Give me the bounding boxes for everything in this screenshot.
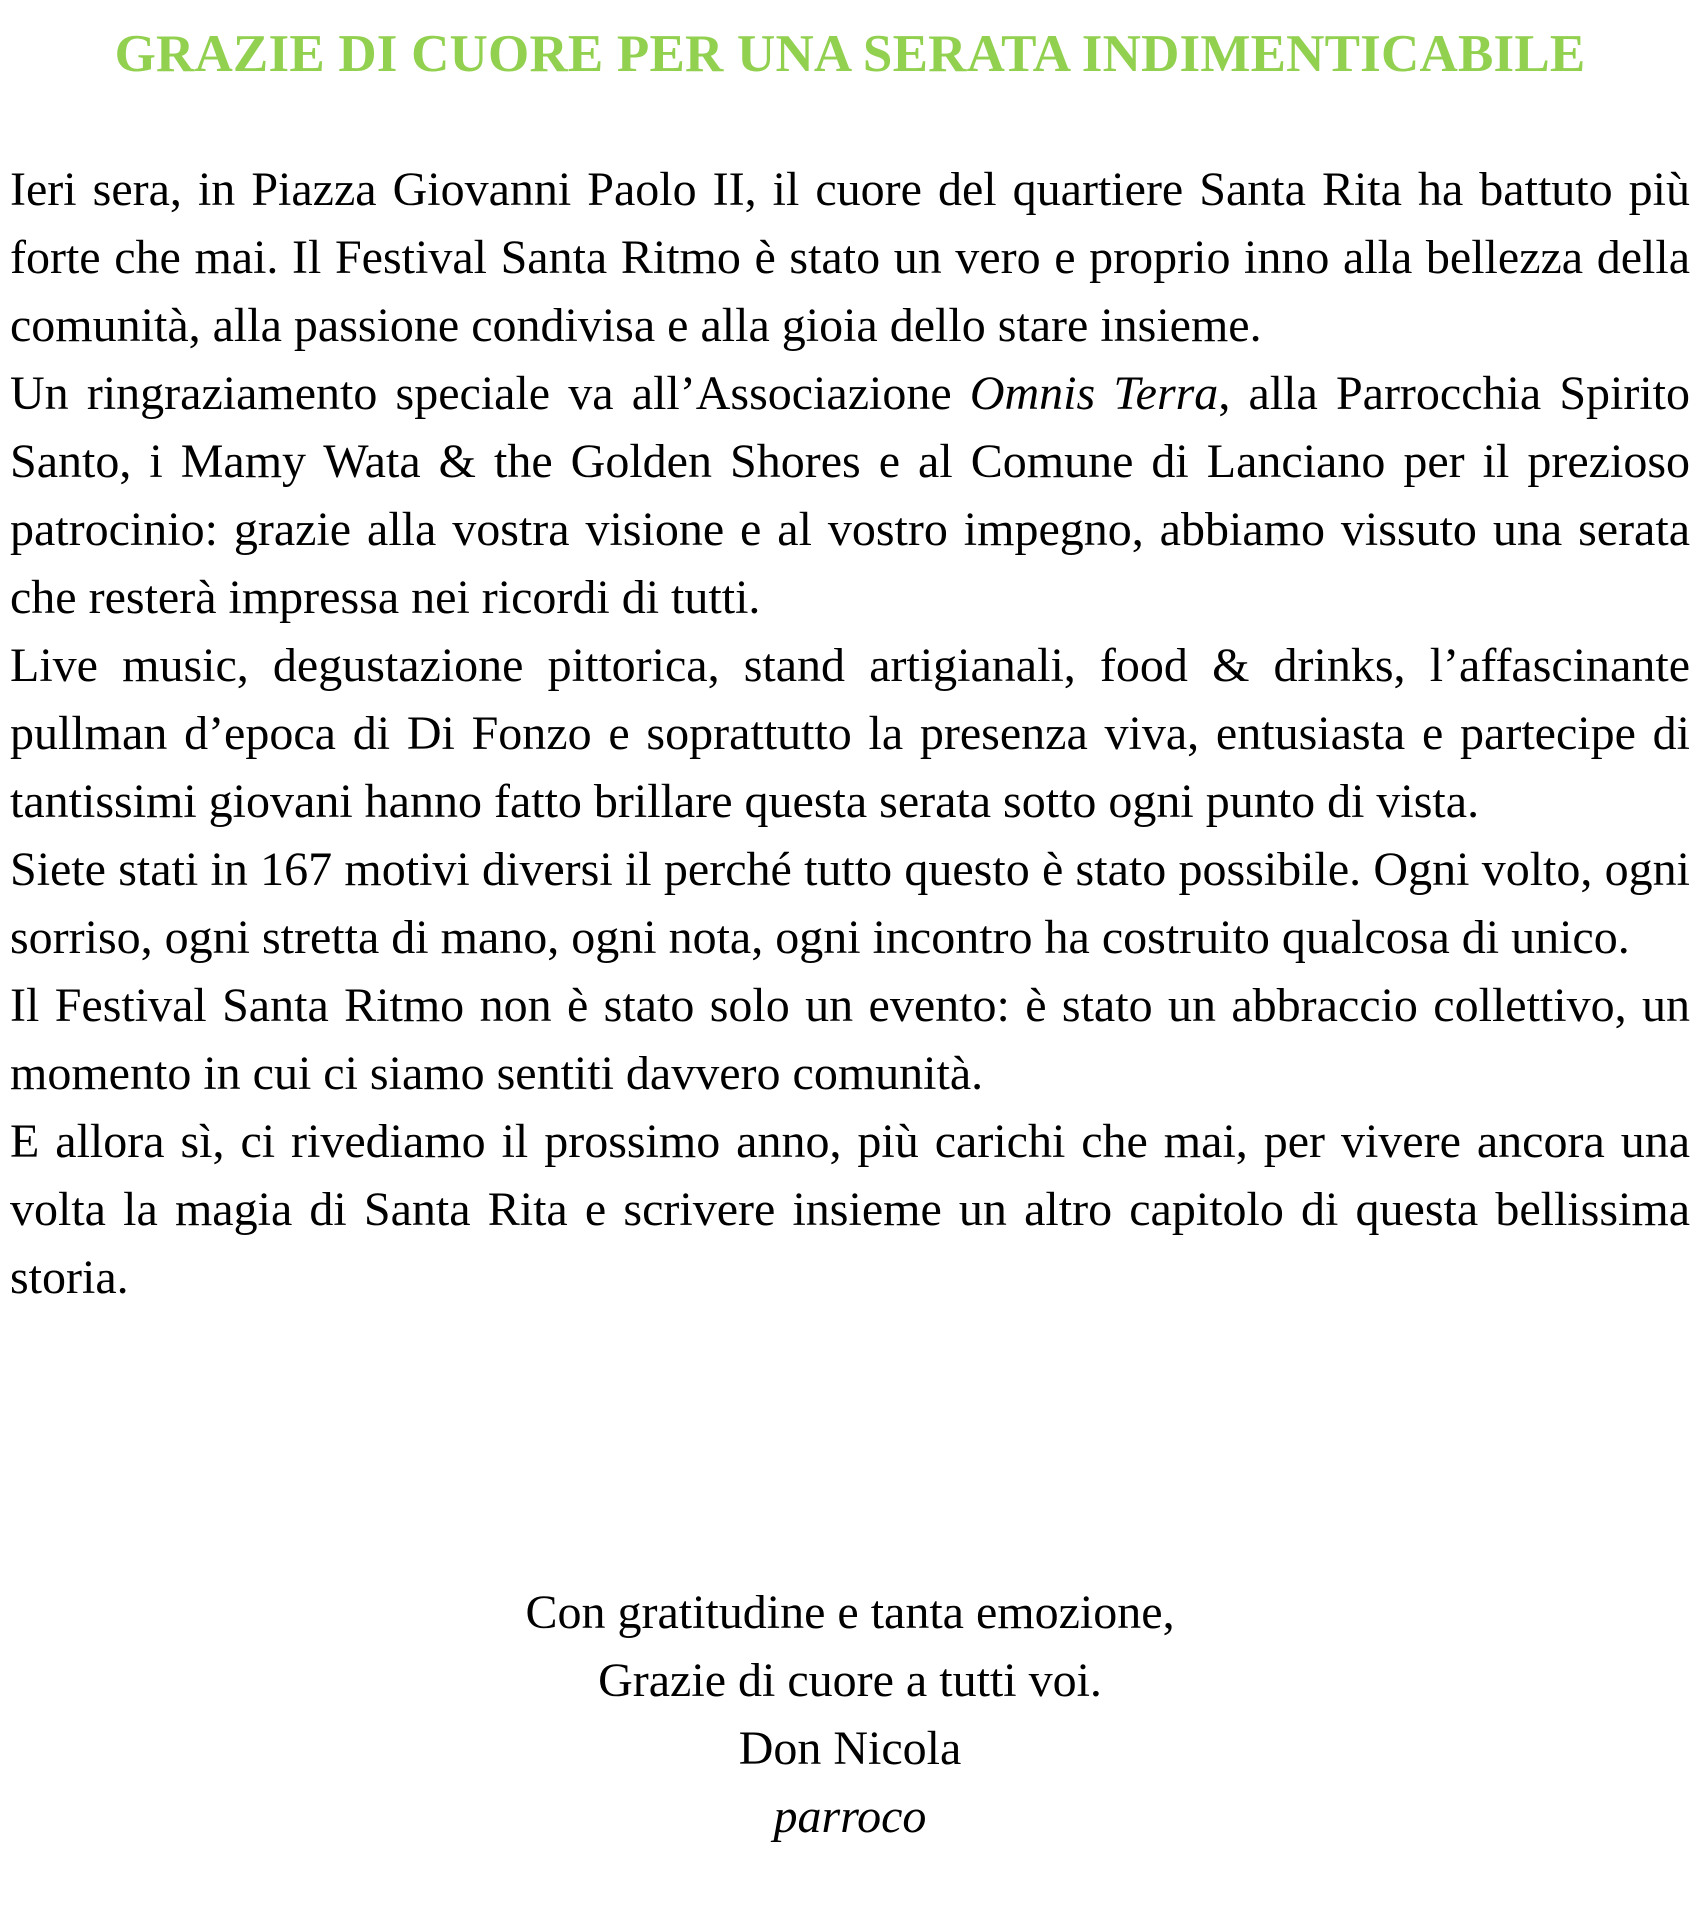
closing-line-1: Con gratitudine e tanta emozione,: [525, 1586, 1175, 1639]
paragraph-6: E allora sì, ci rivediamo il prossimo anno, più carichi che mai, per vivere ancora una volta la magia di Santa Rita e scrivere insieme un altro capitolo di questa bellissima storia.: [10, 1115, 1690, 1304]
page-title: GRAZIE DI CUORE PER UNA SERATA INDIMENTICABILE: [114, 25, 1586, 83]
letter-body: [10, 156, 1690, 1312]
paragraph-1: Ieri sera, in Piazza Giovanni Paolo II, il cuore del quartiere Santa Rita ha battuto più forte che mai. Il Festival Santa Ritmo è stato un vero e proprio inno alla bellezza della comunità, alla passione condivisa e alla gioia dello stare insieme.: [10, 163, 1690, 352]
paragraph-4: Siete stati in 167 motivi diversi il perché tutto questo è stato possibile. Ogni volto, ogni sorriso, ogni stretta di mano, ogni nota, ogni incontro ha costruito qualcosa di unico.: [10, 843, 1690, 964]
paragraph-2-text-before: Un ringraziamento speciale va all’Associazione: [10, 367, 970, 420]
signature-role: parroco: [773, 1790, 927, 1843]
paragraph-2-text-after: , alla Parrocchia Spirito Santo, i Mamy Wata & the Golden Shores e al Comune di Lanciano per il prezioso patrocinio: grazie alla vostra visione e al vostro impegno, abbiamo vissuto una serata che resterà impressa nei ricordi di tutti.: [10, 367, 1691, 624]
closing-block: [0, 1579, 1700, 1851]
paragraph-5: Il Festival Santa Ritmo non è stato solo un evento: è stato un abbraccio collettivo, un momento in cui ci siamo sentiti davvero comunità.: [10, 979, 1690, 1100]
organization-name-italic: Omnis Terra: [969, 367, 1219, 420]
signature-name: Don Nicola: [738, 1722, 962, 1775]
paragraph-3: Live music, degustazione pittorica, stand artigianali, food & drinks, l’affascinante pullman d’epoca di Di Fonzo e soprattutto la presenza viva, entusiasta e partecipe di tantissimi giovani hanno fatto brillare questa serata sotto ogni punto di vista.: [10, 639, 1690, 828]
closing-line-2: Grazie di cuore a tutti voi.: [598, 1654, 1102, 1707]
paragraph-2: [10, 360, 1690, 632]
